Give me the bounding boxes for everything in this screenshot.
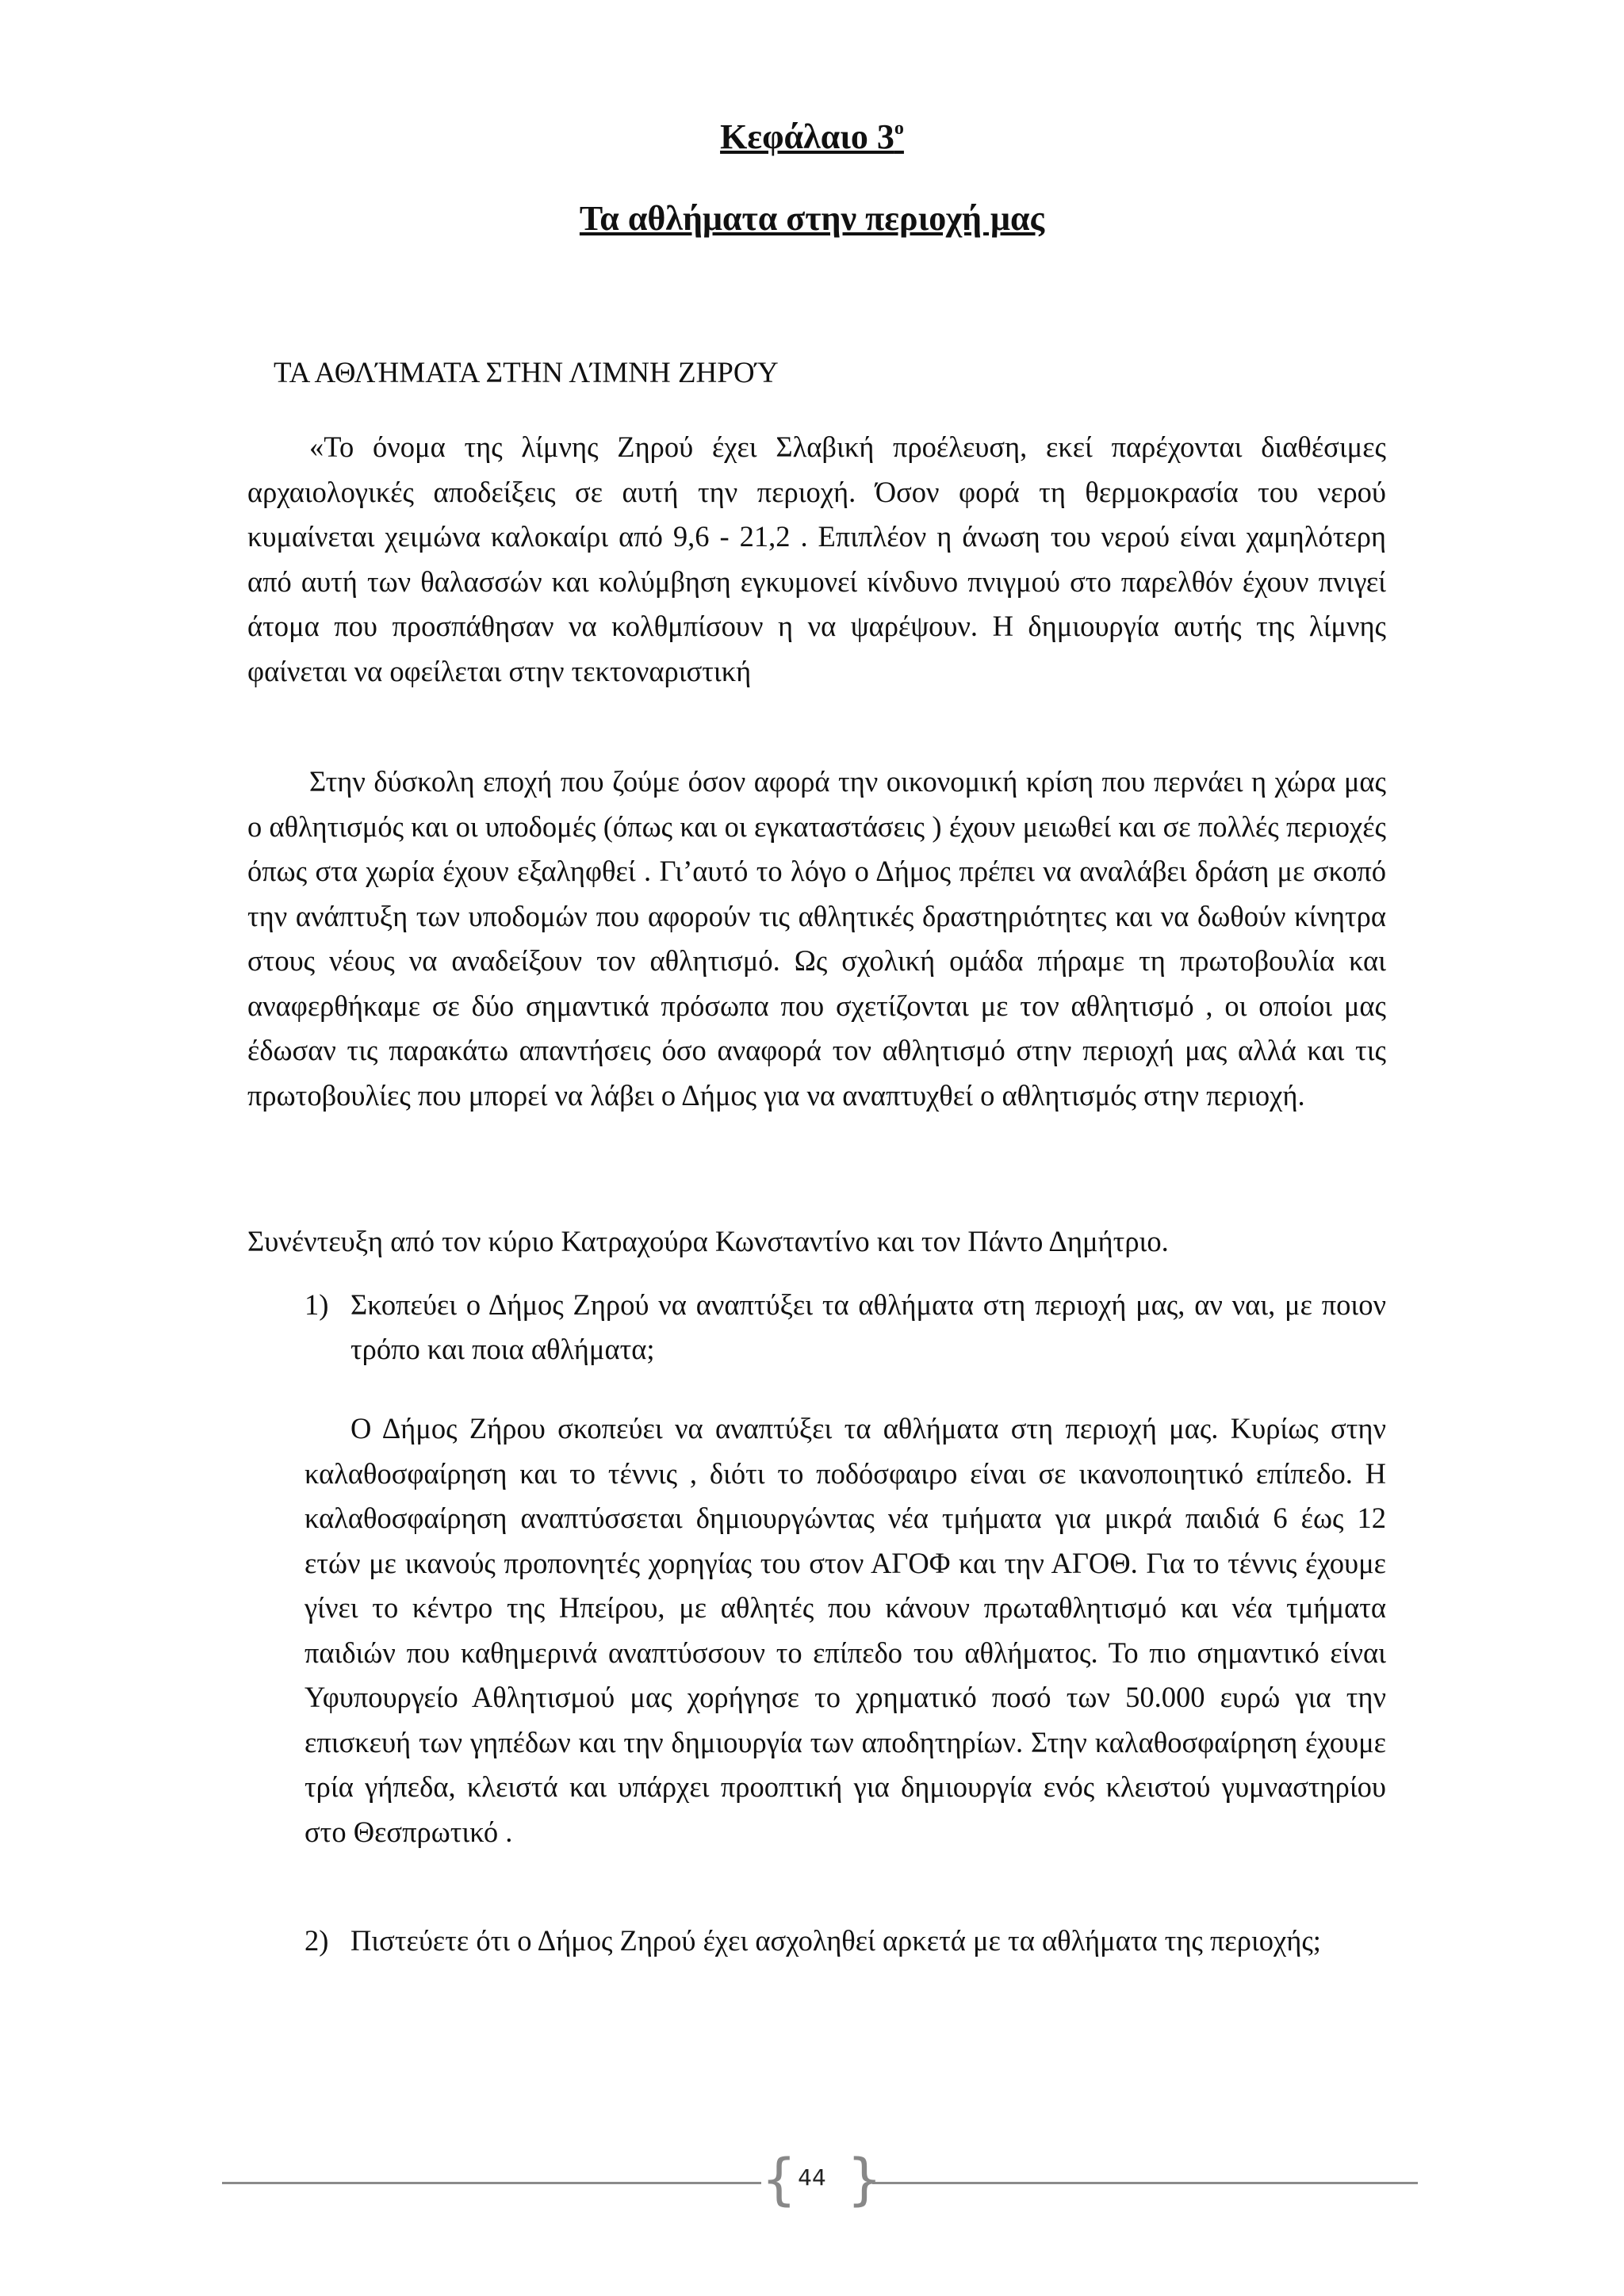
- question-1: [304, 1283, 1386, 1372]
- page-number: 44: [798, 2164, 826, 2191]
- footer-brace-left: {: [761, 2147, 797, 2212]
- paragraph-lake-description: «Το όνομα της λίμνης Ζηρού έχει Σλαβική προέλευση, εκεί παρέχονται διαθέσιμες αρχαιολογικές αποδείξεις σε αυτή την περιοχή. Όσον φορά τη θερμοκρασία του νερού κυμαίνεται χειμώνα καλοκαίρι από 9,6 - 21,2 . Επιπλέον η άνωση του νερού είναι χαμηλότερη από αυτή των θαλασσών και κολύμβηση εγκυμονεί κίνδυνο πνιγμού στο παρελθόν έχουν πνιγεί άτομα που προσπάθησαν να κολθμπίσουν η να ψαρέψουν. Η δημιουργία αυτής της λίμνης φαίνεται να οφείλεται στην τεκτοναριστική: [247, 430, 1386, 687]
- interview-intro: Συνέντευξη από τον κύριο Κατραχούρα Κωνσταντίνο και τον Πάντο Δημήτριο.: [247, 1225, 1169, 1257]
- question-number: 1): [304, 1288, 329, 1321]
- section-heading: ΤΑ ΑΘΛΉΜΑΤΑ ΣΤΗΝ ΛΊΜΝΗ ΖΗΡΟΎ: [274, 357, 779, 389]
- chapter-title: [0, 119, 1624, 155]
- footer-rule-left: [222, 2182, 761, 2184]
- footer-brace-right: }: [847, 2147, 883, 2212]
- question-2: [304, 1919, 1386, 1963]
- paragraph-sports-context: Στην δύσκολη εποχή που ζούμε όσον αφορά την οικονομική κρίση που περνάει η χώρα μας ο αθλητισμός και οι υποδομές (όπως και οι εγκαταστάσεις ) έχουν μειωθεί και σε πολλές περιοχές όπως στα χωρία έχουν εξαληφθεί . Γι’αυτό το λόγο ο Δήμος πρέπει να αναλάβει δράση με σκοπό την ανάπτυξη των υποδομών που αφορούν τις αθλητικές δραστηριότητες και να δωθούν κίνητρα στους νέους να αναδείξουν τον αθλητισμό. Ως σχολική ομάδα πήραμε τη πρωτοβουλία και αναφερθήκαμε σε δύο σημαντικά πρόσωπα που σχετίζονται με τον αθλητισμό , οι οποίοι μας έδωσαν τις παρακάτω απαντήσεις όσο αναφορά τον αθλητισμό στην περιοχή μας αλλά και τις πρωτοβουλίες που μπορεί να λάβει ο Δήμος για να αναπτυχθεί ο αθλητισμός στην περιοχή.: [247, 765, 1386, 1112]
- question-text: Πιστεύετε ότι ο Δήμος Ζηρού έχει ασχοληθεί αρκετά με τα αθλήματα της περιοχής;: [350, 1924, 1321, 1957]
- question-number: 2): [304, 1924, 329, 1957]
- chapter-title-text: Κεφάλαιο 3: [720, 117, 894, 156]
- answer-1: Ο Δήμος Ζήρου σκοπεύει να αναπτύξει τα αθλήματα στη περιοχή μας. Κυρίως στην καλαθοσφαίρηση και το τέννις , διότι το ποδόσφαιρο είναι σε ικανοποιητικό επίπεδο. Η καλαθοσφαίρηση αναπτύσσεται δημιουργώντας νέα τμήματα για μικρά παιδιά 6 έως 12 ετών με ικανούς προπονητές χορηγίας του στον ΑΓΟΦ και την ΑΓΟΘ. Για το τέννις έχουμε γίνει το κέντρο της Ηπείρου, με αθλητές που κάνουν πρωταθλητισμό και νέα τμήματα παιδιών που καθημερινά αναπτύσσουν το επίπεδο του αθλήματος. Το πιο σημαντικό είναι Υφυπουργείο Αθλητισμού μας χορήγησε το χρηματικό ποσό των 50.000 ευρώ για την επισκευή των γηπέδων και την δημιουργία των αποδητηρίων. Στην καλαθοσφαίρηση έχουμε τρία γήπεδα, κλειστά και υπάρχει προοπτική για δημιουργία ενός κλειστού γυμναστηρίου στο Θεσπρωτικό .: [304, 1412, 1386, 1848]
- chapter-title-superscript: ο: [894, 118, 904, 139]
- question-text: Σκοπεύει ο Δήμος Ζηρού να αναπτύξει τα αθλήματα στη περιοχή μας, αν ναι, με ποιον τρόπο και ποια αθλήματα;: [350, 1288, 1386, 1365]
- footer-rule-right: [872, 2182, 1418, 2184]
- chapter-subtitle: Τα αθλήματα στην περιοχή μας: [579, 199, 1045, 238]
